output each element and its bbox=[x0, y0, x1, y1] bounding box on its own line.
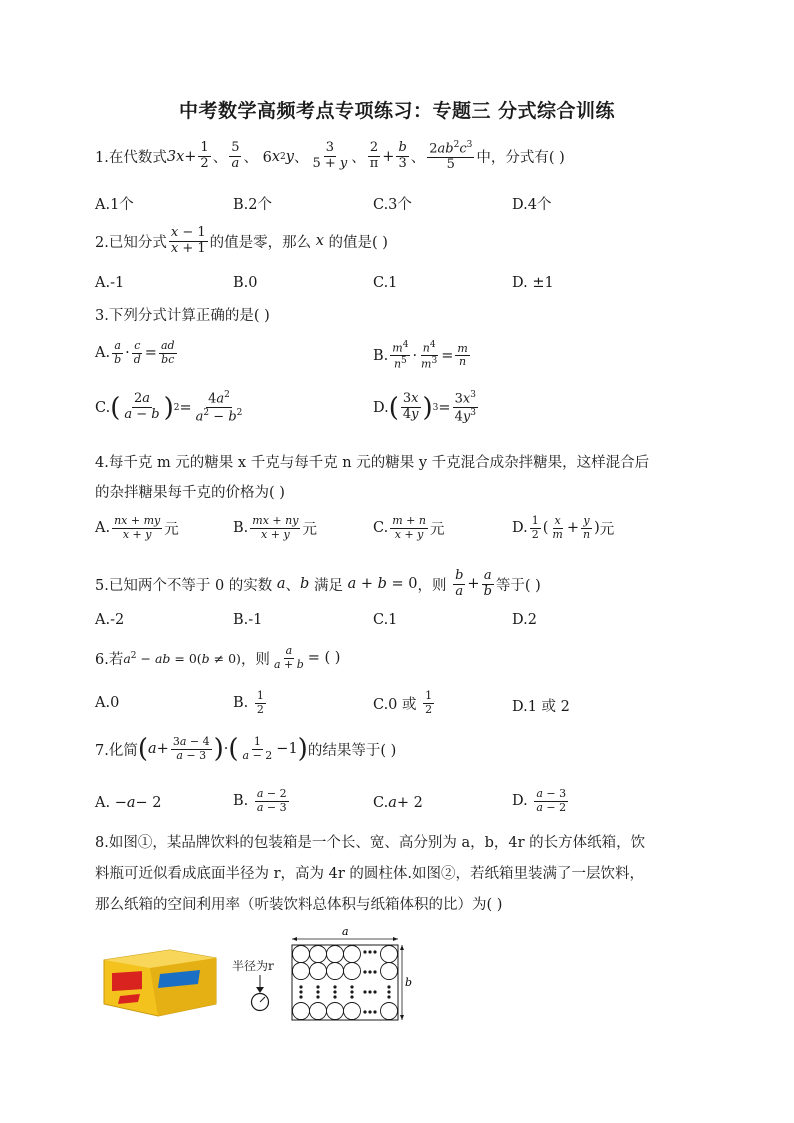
question-1-option-d[interactable]: D.4个 bbox=[512, 197, 552, 213]
question-5-option-b[interactable]: B.-1 bbox=[233, 612, 263, 628]
question-6-option-c[interactable]: C.0 或 $\frac{1}{2}$ bbox=[373, 689, 433, 716]
question-4-option-c[interactable]: C. $\frac{m + n}{x + y}$ 元 bbox=[373, 514, 445, 541]
question-7-option-c[interactable]: C. a + 2 bbox=[373, 795, 423, 811]
question-6-option-b[interactable]: B. $\frac{1}{2}$ bbox=[233, 689, 264, 716]
question-7-stem: 7.化简 ( a + $\frac{3a - 4}{a - 3}$ ) · ( $\frac{1}{a - 2}$ −1 ) 的结果等于( ) bbox=[95, 734, 397, 765]
question-2-option-a[interactable]: A.-1 bbox=[95, 275, 125, 291]
question-2-option-c[interactable]: C.1 bbox=[373, 275, 398, 291]
question-7-option-d[interactable]: D. $\frac{a - 3}{a - 2}$ bbox=[512, 787, 567, 814]
question-3-option-a[interactable]: A. $\frac{a}{b}$ · $\frac{c}{d}$ = $\frac{ad}{bc}$ bbox=[95, 339, 175, 366]
single-can-diagram bbox=[245, 975, 275, 1015]
drink-box-photo bbox=[100, 940, 220, 1018]
dimension-b-label: b bbox=[405, 976, 413, 989]
question-2-option-b[interactable]: B.0 bbox=[233, 275, 258, 291]
question-3-option-c[interactable]: C. ( $\frac{2a}{a - b}$ ) 2 = $\frac{4a^2}{a^2 - b^2}$ bbox=[95, 390, 243, 425]
question-6-option-d[interactable]: D.1 或 2 bbox=[512, 699, 570, 715]
question-3-option-b[interactable]: B. $\frac{m^4}{n^5}$ · $\frac{n^4}{m^3}$ = $\frac{m}{n}$ bbox=[373, 340, 468, 371]
question-8-stem: 8.如图①，某品牌饮料的包装箱是一个长、宽、高分别为 a，b，4r 的长方体纸箱，饮 料瓶可近似看成底面半径为 r，高为 4r 的圆柱体.如图②，若纸箱里装满了一层饮料， 那么纸箱的空间利用率（听装饮料总体积与纸箱体积的比）为( ) bbox=[95, 835, 646, 913]
question-3-option-d[interactable]: D. ( $\frac{3x}{4y}$ ) 3 = $\frac{3x^3}{4y^3}$ bbox=[373, 390, 476, 425]
question-5-stem: 5.已知两个不等于 0 的实数 a 、 b 满足 a + b = 0 ，则 $\frac{b}{a}$ + $\frac{a}{b}$ 等于( ) bbox=[95, 568, 541, 599]
question-4-option-d[interactable]: D. $\frac{1}{2}$ ( $\frac{x}{m}$ + $\frac{y}{n}$ ) 元 bbox=[512, 514, 615, 541]
question-1-stem: 1.在代数式 3x + $\frac{1}{2}$ 、 $\frac{5}{a}$ 、 6 x 2 y 、 $\frac{3}{5 + y}$ 、 $\frac{2}{\pi}$ + $\frac{b}{3}$ 、 $\frac{2ab^2c^3}{5}$ 中，分式有( ) bbox=[95, 140, 565, 173]
question-6-stem: 6.若 $a^2$ − ab = 0(b ≠ 0) ，则 $\frac{a}{a + b}$ = ( ) bbox=[95, 644, 341, 671]
question-4-line-2: 的杂拌糖果每千克的价格为( ) bbox=[95, 485, 285, 501]
question-5-option-d[interactable]: D.2 bbox=[512, 612, 537, 628]
dimension-a-label: a bbox=[342, 925, 349, 938]
page-title: 中考数学高频考点专项练习：专题三 分式综合训练 bbox=[178, 100, 616, 122]
question-6-option-a[interactable]: A.0 bbox=[95, 695, 120, 711]
box-top-view-diagram bbox=[290, 925, 415, 1025]
question-4-option-a[interactable]: A. $\frac{nx + my}{x + y}$ 元 bbox=[95, 514, 179, 541]
question-2-option-d[interactable]: D. ±1 bbox=[512, 275, 554, 291]
question-5-option-c[interactable]: C.1 bbox=[373, 612, 398, 628]
question-3-stem: 3.下列分式计算正确的是( ) bbox=[95, 308, 270, 324]
question-1-option-c[interactable]: C.3个 bbox=[373, 197, 412, 213]
question-7-option-a[interactable]: A. − a − 2 bbox=[95, 795, 162, 811]
radius-label: 半径为r bbox=[232, 959, 274, 973]
question-2-stem: 2.已知分式 $\frac{x - 1}{x + 1}$ 的值是零，那么 x 的值是( ) bbox=[95, 225, 388, 256]
question-5-option-a[interactable]: A.-2 bbox=[95, 612, 125, 628]
question-7-option-b[interactable]: B. $\frac{a - 2}{a - 3}$ bbox=[233, 787, 287, 814]
question-4-option-b[interactable]: B. $\frac{mx + ny}{x + y}$ 元 bbox=[233, 514, 317, 541]
question-4-line-1: 4.每千克 m 元的糖果 x 千克与每千克 n 元的糖果 y 千克混合成杂拌糖果，这样混合后 bbox=[95, 455, 650, 471]
question-1-option-b[interactable]: B.2个 bbox=[233, 197, 272, 213]
question-1-option-a[interactable]: A.1个 bbox=[95, 197, 134, 213]
